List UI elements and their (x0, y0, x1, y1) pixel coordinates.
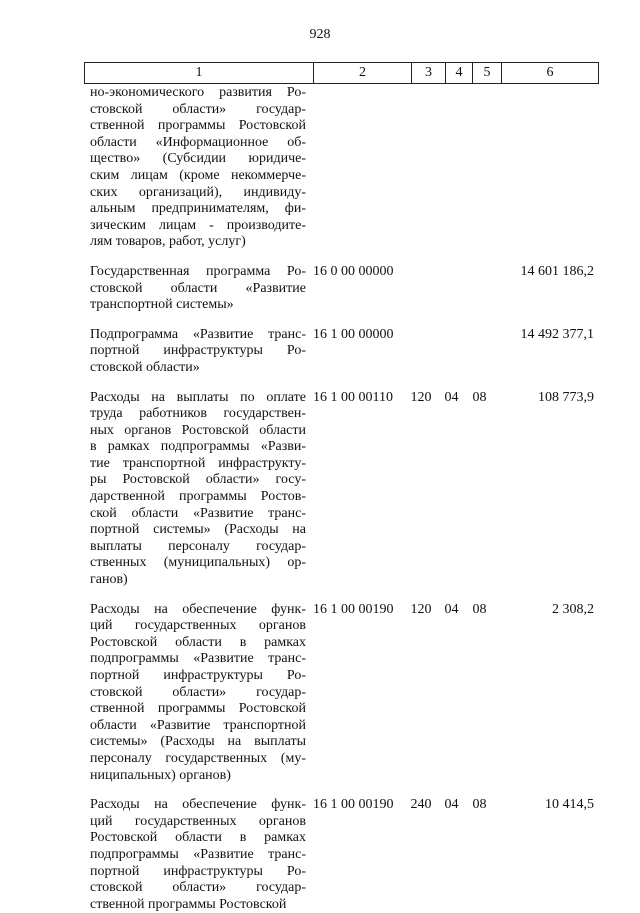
amount: 2 308,2 (552, 601, 594, 617)
description-line: ской области «Развитие транс- (90, 505, 306, 521)
description-line: ры Ростовской области» госу- (90, 472, 306, 488)
subsection-code: 08 (472, 797, 487, 813)
description-line: Расходы на обеспечение функ- (90, 797, 306, 813)
section-code: 04 (444, 601, 459, 617)
table-row (84, 797, 598, 913)
description-line: портной инфраструктуры Ро- (90, 668, 306, 683)
target-article-code: 16 1 00 00110 (313, 389, 393, 405)
row-description (84, 602, 306, 785)
description-line: дарственной программы Ростов- (90, 489, 306, 505)
description-line: стовской области «Развитие (90, 280, 306, 296)
subsection-code: 08 (472, 389, 487, 405)
budget-table-body (84, 85, 598, 913)
amount: 14 492 377,1 (520, 326, 594, 342)
description-line: Расходы на выплаты по оплате (90, 389, 306, 405)
row-description (84, 390, 306, 589)
amount: 14 601 186,2 (520, 263, 594, 279)
description-line: ственной программы Ростовской (90, 896, 287, 912)
target-article-code: 16 0 00 00000 (313, 263, 394, 279)
description-line: стовской области» государ- (90, 880, 306, 896)
row-description (84, 85, 306, 251)
description-line: зическим лицам - производите- (90, 217, 306, 233)
description-line: ганов) (90, 572, 128, 588)
column-header-row (84, 62, 599, 84)
column-header-5: 5 (473, 63, 502, 84)
description-line: области «Информационное об- (90, 134, 306, 150)
section-code: 04 (444, 389, 459, 405)
page-number: 928 (309, 27, 331, 42)
target-article-code: 16 1 00 00190 (313, 797, 394, 813)
column-header-1: 1 (85, 63, 314, 84)
description-line: портной инфраструктуры Ро- (90, 343, 306, 359)
description-line: ственной программы Ростовской (90, 701, 306, 717)
description-line: Ростовской области в рамках (90, 830, 306, 846)
description-line: ций государственных органов (90, 813, 306, 829)
target-article-code: 16 1 00 00000 (313, 326, 394, 342)
expense-type: 240 (410, 797, 432, 813)
description-line: ниципальных) органов) (90, 767, 231, 783)
section-code: 04 (444, 797, 459, 813)
description-line: Государственная программа Ро- (90, 263, 306, 279)
description-line: Ростовской области в рамках (90, 634, 306, 650)
target-article-code: 16 1 00 00190 (313, 601, 394, 617)
description-line: ных органов Ростовской области (90, 422, 306, 438)
description-line: ций государственных органов (90, 618, 306, 634)
description-line: в рамках подпрограммы «Разви- (90, 439, 306, 455)
description-line: системы» (Расходы на выплаты (90, 734, 306, 750)
column-header-2: 2 (314, 63, 412, 84)
expense-type: 120 (410, 389, 432, 405)
description-line: ским лицам (кроме некоммерче- (90, 167, 306, 183)
description-line: подпрограммы «Развитие транс- (90, 846, 306, 862)
table-row (84, 327, 598, 377)
expense-type: 120 (410, 601, 432, 617)
row-description (84, 797, 306, 913)
amount: 108 773,9 (538, 389, 594, 405)
table-row (84, 390, 598, 589)
column-header-4: 4 (446, 63, 473, 84)
amount: 10 414,5 (545, 797, 594, 813)
description-line: портной инфраструктуры Ро- (90, 863, 306, 879)
description-line: ственной программы Ростовской (90, 118, 306, 134)
description-line: Подпрограмма «Развитие транс- (90, 326, 306, 342)
description-line: портной системы» (Расходы на (90, 522, 306, 538)
description-line: ственных (муниципальных) ор- (90, 555, 306, 571)
description-line: подпрограммы «Развитие транс- (90, 651, 306, 667)
description-line: выплаты персоналу государ- (90, 538, 306, 554)
description-line: транспортной системы» (90, 297, 234, 313)
row-description (84, 327, 306, 377)
description-line: стовской области» (90, 359, 200, 375)
description-line: стовской области» государ- (90, 684, 306, 700)
description-line: лям товаров, работ, услуг) (90, 234, 246, 250)
description-line: но-экономического развития Ро- (90, 85, 306, 100)
table-row (84, 602, 598, 785)
table-row (84, 85, 598, 251)
column-header-3: 3 (412, 63, 446, 84)
description-line: альным предпринимателям, фи- (90, 201, 306, 217)
column-header-6: 6 (502, 63, 599, 84)
description-line: тие транспортной инфраструкту- (90, 455, 306, 471)
subsection-code: 08 (472, 601, 487, 617)
row-description (84, 264, 306, 314)
description-line: стовской области» государ- (90, 101, 306, 117)
description-line: щество» (Субсидии юридиче- (90, 151, 306, 167)
description-line: Расходы на обеспечение функ- (90, 601, 306, 617)
description-line: труда работников государствен- (90, 406, 306, 422)
description-line: персоналу государственных (му- (90, 750, 306, 766)
description-line: области «Развитие транспортной (90, 717, 306, 733)
description-line: ских организаций), индивиду- (90, 184, 306, 200)
table-row (84, 264, 598, 314)
